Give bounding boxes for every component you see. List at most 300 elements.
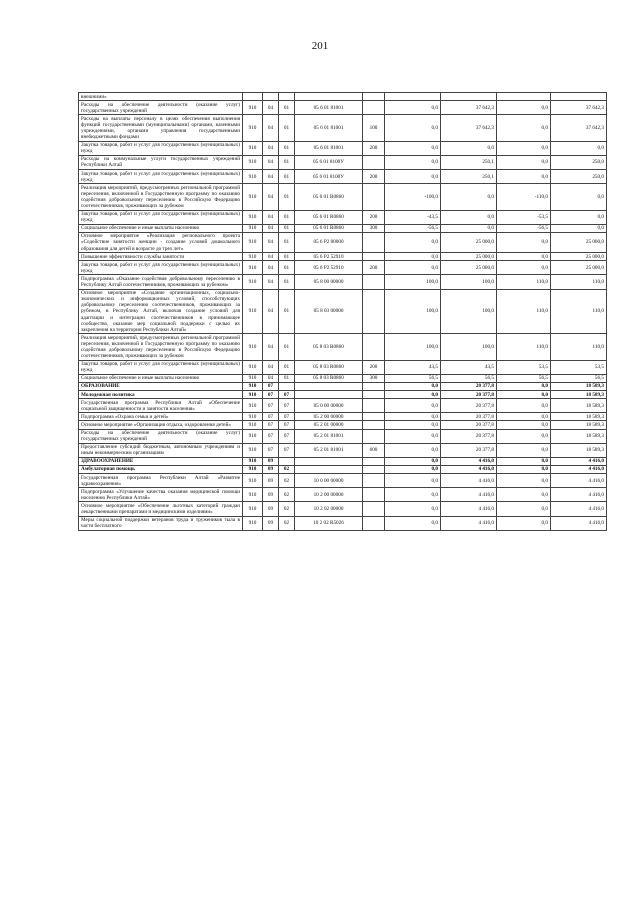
cell-target-article: 05 6 01 81001 bbox=[295, 141, 363, 155]
cell-amount-change-1: 0,0 bbox=[385, 232, 441, 252]
cell-amount-total-2: 25 000,0 bbox=[551, 261, 607, 275]
cell-amount-change-2: 0,0 bbox=[497, 421, 551, 429]
cell-expense-type bbox=[363, 516, 385, 530]
cell-subsection-code: 07 bbox=[279, 421, 295, 429]
cell-expense-type bbox=[363, 334, 385, 360]
table-row bbox=[79, 429, 607, 443]
cell-amount-total-1: 20 377,8 bbox=[441, 413, 497, 421]
table-row bbox=[79, 399, 607, 413]
cell-amount-change-2: 0,0 bbox=[497, 474, 551, 488]
table-row bbox=[79, 465, 607, 473]
cell-expense-type bbox=[363, 289, 385, 334]
cell-amount-change-2: 0,0 bbox=[497, 253, 551, 261]
cell-amount-change-1: 0,0 bbox=[385, 399, 441, 413]
cell-expense-type bbox=[363, 155, 385, 169]
cell-section-code: 04 bbox=[263, 374, 279, 382]
cell-amount-change-2: 110,0 bbox=[497, 275, 551, 289]
cell-amount-change-2: 0,0 bbox=[497, 170, 551, 184]
budget-table bbox=[78, 92, 607, 531]
cell-amount-total-2: 25 000,0 bbox=[551, 253, 607, 261]
cell-amount-total-1: 20 377,8 bbox=[441, 382, 497, 390]
cell-target-article: 10 2 00 00000 bbox=[295, 488, 363, 502]
table-row bbox=[79, 413, 607, 421]
cell-expense-type bbox=[363, 101, 385, 115]
table-row bbox=[79, 360, 607, 374]
table-row bbox=[79, 391, 607, 399]
cell-ministry-code: 910 bbox=[243, 502, 263, 516]
cell-ministry-code: 910 bbox=[243, 289, 263, 334]
cell-expense-type: 200 bbox=[363, 360, 385, 374]
cell-amount-total-2: 0,0 bbox=[551, 184, 607, 210]
cell-target-article: 05 6 01 R0860 bbox=[295, 184, 363, 210]
table-row bbox=[79, 155, 607, 169]
cell-amount-total-2: 110,0 bbox=[551, 289, 607, 334]
cell-section-code: 04 bbox=[263, 232, 279, 252]
cell-ministry-code: 910 bbox=[243, 224, 263, 232]
cell-name: Закупка товаров, работ и услуг для государственных (муниципальных) нужд bbox=[79, 360, 243, 374]
cell-amount-total-2: 4 416,0 bbox=[551, 457, 607, 465]
cell-expense-type bbox=[363, 399, 385, 413]
cell-amount-total-1: 25 000,0 bbox=[441, 232, 497, 252]
cell-amount-total-2: 18 589,3 bbox=[551, 382, 607, 390]
cell-subsection-code bbox=[279, 457, 295, 465]
cell-subsection-code: 01 bbox=[279, 261, 295, 275]
cell-amount-total-2: 4 416,0 bbox=[551, 474, 607, 488]
cell-target-article bbox=[295, 382, 363, 390]
table-row bbox=[79, 275, 607, 289]
cell-target-article: 05 8 00 00000 bbox=[295, 275, 363, 289]
cell-amount-change-2: 110,0 bbox=[497, 334, 551, 360]
cell-amount-total-1: 25 000,0 bbox=[441, 261, 497, 275]
cell-amount-total-1: 20 377,8 bbox=[441, 443, 497, 457]
cell-subsection-code: 02 bbox=[279, 488, 295, 502]
table-row bbox=[79, 382, 607, 390]
cell-section-code: 09 bbox=[263, 516, 279, 530]
cell-amount-change-1: 43,5 bbox=[385, 360, 441, 374]
cell-target-article: 05 6 01 8100У bbox=[295, 155, 363, 169]
cell-ministry-code: 910 bbox=[243, 275, 263, 289]
cell-ministry-code: 910 bbox=[243, 391, 263, 399]
cell-amount-total-2: 250,0 bbox=[551, 155, 607, 169]
cell-name: ЗДРАВООХРАНЕНИЕ bbox=[79, 457, 243, 465]
cell-name: Закупка товаров, работ и услуг для государственных (муниципальных) нужд bbox=[79, 261, 243, 275]
cell-ministry-code: 910 bbox=[243, 184, 263, 210]
cell-name: Предоставление субсидий бюджетным, автономным учреждениям и иным некоммерческим организациям bbox=[79, 443, 243, 457]
cell-amount-change-2: 0,0 bbox=[497, 101, 551, 115]
cell-section-code: 07 bbox=[263, 443, 279, 457]
cell-amount-total-1: 20 377,8 bbox=[441, 399, 497, 413]
cell-ministry-code bbox=[243, 93, 263, 101]
table-row bbox=[79, 474, 607, 488]
cell-amount-total-2: 110,0 bbox=[551, 334, 607, 360]
cell-subsection-code: 07 bbox=[279, 413, 295, 421]
cell-ministry-code: 910 bbox=[243, 443, 263, 457]
cell-expense-type bbox=[363, 253, 385, 261]
cell-amount-change-2: 0,0 bbox=[497, 429, 551, 443]
cell-ministry-code: 910 bbox=[243, 170, 263, 184]
cell-expense-type bbox=[363, 382, 385, 390]
cell-name: ОБРАЗОВАНИЕ bbox=[79, 382, 243, 390]
cell-amount-total-2: 0,0 bbox=[551, 224, 607, 232]
cell-amount-total-1: 0,0 bbox=[441, 210, 497, 224]
cell-subsection-code: 01 bbox=[279, 334, 295, 360]
cell-amount-change-2: 0,0 bbox=[497, 141, 551, 155]
cell-name: Расходы на обеспечение деятельности (оказание услуг) государственных учреждений bbox=[79, 429, 243, 443]
cell-amount-total-1: 20 377,8 bbox=[441, 391, 497, 399]
cell-ministry-code: 910 bbox=[243, 516, 263, 530]
cell-amount-total-2: 37 642,3 bbox=[551, 115, 607, 141]
table-row bbox=[79, 334, 607, 360]
cell-section-code: 04 bbox=[263, 170, 279, 184]
cell-amount-change-2: -53,5 bbox=[497, 210, 551, 224]
cell-target-article: 05 6 P2 52910 bbox=[295, 253, 363, 261]
cell-amount-total-1: 37 642,3 bbox=[441, 115, 497, 141]
cell-amount-total-2: 4 416,0 bbox=[551, 488, 607, 502]
cell-amount-total-2: 56,5 bbox=[551, 374, 607, 382]
table-row bbox=[79, 261, 607, 275]
cell-expense-type bbox=[363, 429, 385, 443]
cell-amount-total-1: 43,5 bbox=[441, 360, 497, 374]
cell-amount-total-1: 100,0 bbox=[441, 334, 497, 360]
cell-section-code: 07 bbox=[263, 413, 279, 421]
cell-name: Подпрограмма «Улучшение качества оказания медицинской помощи населению Республики Алтай» bbox=[79, 488, 243, 502]
cell-amount-total-1: 100,0 bbox=[441, 289, 497, 334]
cell-amount-change-2: 0,0 bbox=[497, 502, 551, 516]
cell-amount-change-2: 0,0 bbox=[497, 443, 551, 457]
cell-section-code: 07 bbox=[263, 429, 279, 443]
cell-ministry-code: 910 bbox=[243, 399, 263, 413]
cell-amount-change-1: 0,0 bbox=[385, 443, 441, 457]
cell-section-code: 04 bbox=[263, 360, 279, 374]
cell-amount-change-1: 0,0 bbox=[385, 261, 441, 275]
cell-subsection-code: 01 bbox=[279, 210, 295, 224]
cell-amount-change-2: 0,0 bbox=[497, 488, 551, 502]
cell-name: Повышение эффективности службы занятости bbox=[79, 253, 243, 261]
cell-amount-total-1: 4 416,0 bbox=[441, 516, 497, 530]
cell-subsection-code: 02 bbox=[279, 516, 295, 530]
cell-ministry-code: 910 bbox=[243, 115, 263, 141]
cell-amount-total-1: 25 000,0 bbox=[441, 253, 497, 261]
cell-section-code: 04 bbox=[263, 101, 279, 115]
cell-expense-type bbox=[363, 457, 385, 465]
cell-ministry-code: 910 bbox=[243, 457, 263, 465]
cell-expense-type bbox=[363, 93, 385, 101]
cell-expense-type: 200 bbox=[363, 261, 385, 275]
cell-amount-change-2: 0,0 bbox=[497, 457, 551, 465]
cell-expense-type bbox=[363, 465, 385, 473]
cell-target-article: 10 0 00 00000 bbox=[295, 474, 363, 488]
cell-ministry-code: 910 bbox=[243, 210, 263, 224]
cell-ministry-code: 910 bbox=[243, 253, 263, 261]
cell-subsection-code: 02 bbox=[279, 474, 295, 488]
cell-section-code: 04 bbox=[263, 210, 279, 224]
cell-amount-total-2: 0,0 bbox=[551, 210, 607, 224]
cell-subsection-code: 01 bbox=[279, 155, 295, 169]
cell-amount-total-2: 18 589,3 bbox=[551, 391, 607, 399]
cell-amount-total-1: 250,1 bbox=[441, 155, 497, 169]
cell-name: Основное мероприятие «Обеспечение льготных категорий граждан лекарственными препаратами и медицинскими изделиями» bbox=[79, 502, 243, 516]
cell-name: Государственная программа Республики Алтай «Обеспечение социальной защищенности и занятости населения» bbox=[79, 399, 243, 413]
cell-amount-total-2: 18 589,3 bbox=[551, 443, 607, 457]
cell-amount-total-1: 0,0 bbox=[441, 224, 497, 232]
cell-amount-total-2: 250,0 bbox=[551, 170, 607, 184]
cell-subsection-code: 01 bbox=[279, 275, 295, 289]
cell-ministry-code: 910 bbox=[243, 374, 263, 382]
cell-ministry-code: 910 bbox=[243, 421, 263, 429]
cell-amount-change-2: 0,0 bbox=[497, 516, 551, 530]
cell-target-article: 05 8 03 00000 bbox=[295, 289, 363, 334]
cell-ministry-code: 910 bbox=[243, 261, 263, 275]
table-row bbox=[79, 184, 607, 210]
cell-amount-change-1: 0,0 bbox=[385, 421, 441, 429]
cell-amount-change-1: 0,0 bbox=[385, 488, 441, 502]
cell-amount-change-2: 0,0 bbox=[497, 155, 551, 169]
cell-amount-change-1: 0,0 bbox=[385, 391, 441, 399]
cell-ministry-code: 910 bbox=[243, 334, 263, 360]
table-row bbox=[79, 101, 607, 115]
cell-name: Реализация мероприятий, предусмотренных региональной программой переселения, включенной в Государственную программу по оказанию содействия добровольному переселению в Российскую Федерацию соотечественников, проживающих за рубежом bbox=[79, 184, 243, 210]
cell-amount-total-1: 56,5 bbox=[441, 374, 497, 382]
cell-section-code: 04 bbox=[263, 289, 279, 334]
cell-name: Меры социальной поддержки ветеранов труда и тружеников тыла в части бесплатного bbox=[79, 516, 243, 530]
cell-amount-change-2: 0,0 bbox=[497, 391, 551, 399]
cell-amount-change-1: 100,0 bbox=[385, 334, 441, 360]
cell-amount-total-2 bbox=[551, 93, 607, 101]
cell-amount-change-2 bbox=[497, 93, 551, 101]
cell-subsection-code: 01 bbox=[279, 141, 295, 155]
cell-amount-change-1: 0,0 bbox=[385, 465, 441, 473]
cell-ministry-code: 910 bbox=[243, 101, 263, 115]
table-row bbox=[79, 232, 607, 252]
cell-target-article: 05 2 01 00000 bbox=[295, 421, 363, 429]
cell-section-code: 09 bbox=[263, 474, 279, 488]
cell-target-article: 05 6 01 8100У bbox=[295, 170, 363, 184]
cell-expense-type bbox=[363, 502, 385, 516]
cell-amount-total-2: 25 000,0 bbox=[551, 232, 607, 252]
cell-subsection-code: 01 bbox=[279, 115, 295, 141]
page-number: 201 bbox=[311, 40, 329, 52]
cell-target-article: 05 2 01 81001 bbox=[295, 443, 363, 457]
cell-name: Молодежная политика bbox=[79, 391, 243, 399]
cell-section-code: 07 bbox=[263, 421, 279, 429]
cell-amount-total-1: 4 416,0 bbox=[441, 474, 497, 488]
table-row bbox=[79, 443, 607, 457]
cell-amount-total-1: 4 416,0 bbox=[441, 457, 497, 465]
cell-name: Социальное обеспечение и иные выплаты населению bbox=[79, 374, 243, 382]
cell-expense-type: 300 bbox=[363, 224, 385, 232]
cell-subsection-code: 01 bbox=[279, 170, 295, 184]
cell-expense-type: 200 bbox=[363, 170, 385, 184]
table-row bbox=[79, 141, 607, 155]
cell-amount-total-1: 20 377,8 bbox=[441, 421, 497, 429]
table-row bbox=[79, 170, 607, 184]
cell-section-code: 04 bbox=[263, 275, 279, 289]
cell-amount-total-1: 4 416,0 bbox=[441, 465, 497, 473]
cell-amount-change-1: 100,0 bbox=[385, 289, 441, 334]
cell-subsection-code: 01 bbox=[279, 253, 295, 261]
cell-section-code: 04 bbox=[263, 334, 279, 360]
cell-expense-type: 200 bbox=[363, 210, 385, 224]
cell-amount-total-2: 4 416,0 bbox=[551, 502, 607, 516]
cell-name: Подпрограмма «Охрана семьи и детей» bbox=[79, 413, 243, 421]
cell-target-article bbox=[295, 457, 363, 465]
cell-ministry-code: 910 bbox=[243, 465, 263, 473]
cell-amount-change-1: 0,0 bbox=[385, 115, 441, 141]
cell-amount-total-1: 20 377,8 bbox=[441, 429, 497, 443]
cell-ministry-code: 910 bbox=[243, 488, 263, 502]
cell-amount-change-1: 0,0 bbox=[385, 253, 441, 261]
cell-name: Закупка товаров, работ и услуг для государственных (муниципальных) нужд bbox=[79, 210, 243, 224]
cell-target-article: 05 2 01 81001 bbox=[295, 429, 363, 443]
cell-section-code: 04 bbox=[263, 224, 279, 232]
cell-amount-total-2: 18 589,3 bbox=[551, 429, 607, 443]
cell-amount-total-1: 250,1 bbox=[441, 170, 497, 184]
table-row bbox=[79, 488, 607, 502]
cell-expense-type bbox=[363, 488, 385, 502]
table-row bbox=[79, 224, 607, 232]
cell-amount-change-1: 0,0 bbox=[385, 429, 441, 443]
cell-name: внешними» bbox=[79, 93, 243, 101]
cell-amount-change-2: 53,5 bbox=[497, 360, 551, 374]
cell-section-code: 07 bbox=[263, 399, 279, 413]
cell-section-code: 04 bbox=[263, 155, 279, 169]
cell-ministry-code: 910 bbox=[243, 155, 263, 169]
cell-amount-change-2: 0,0 bbox=[497, 382, 551, 390]
cell-amount-change-2: 0,0 bbox=[497, 399, 551, 413]
cell-ministry-code: 910 bbox=[243, 429, 263, 443]
cell-target-article: 05 2 00 00000 bbox=[295, 413, 363, 421]
cell-amount-change-1: 56,5 bbox=[385, 374, 441, 382]
cell-subsection-code: 07 bbox=[279, 429, 295, 443]
table-row bbox=[79, 115, 607, 141]
cell-amount-change-1 bbox=[385, 93, 441, 101]
cell-subsection-code: 01 bbox=[279, 184, 295, 210]
cell-amount-change-2: -56,5 bbox=[497, 224, 551, 232]
cell-name: Основное мероприятие «Организация отдыха, оздоровления детей» bbox=[79, 421, 243, 429]
cell-subsection-code: 02 bbox=[279, 465, 295, 473]
cell-subsection-code: 01 bbox=[279, 101, 295, 115]
cell-target-article: 10 2 02 00000 bbox=[295, 502, 363, 516]
cell-name: Закупка товаров, работ и услуг для государственных (муниципальных) нужд bbox=[79, 141, 243, 155]
cell-expense-type: 200 bbox=[363, 141, 385, 155]
cell-target-article bbox=[295, 93, 363, 101]
cell-name: Амбулаторная помощь bbox=[79, 465, 243, 473]
table-row bbox=[79, 93, 607, 101]
cell-amount-change-1: 0,0 bbox=[385, 516, 441, 530]
cell-subsection-code: 01 bbox=[279, 289, 295, 334]
cell-amount-change-2: 0,0 bbox=[497, 232, 551, 252]
cell-section-code: 04 bbox=[263, 253, 279, 261]
cell-amount-change-1: 0,0 bbox=[385, 382, 441, 390]
cell-section-code: 04 bbox=[263, 141, 279, 155]
cell-subsection-code bbox=[279, 382, 295, 390]
cell-ministry-code: 910 bbox=[243, 360, 263, 374]
cell-target-article: 05 6 P2 52910 bbox=[295, 261, 363, 275]
cell-target-article: 05 8 03 R0860 bbox=[295, 360, 363, 374]
cell-amount-change-2: -110,0 bbox=[497, 184, 551, 210]
table-row bbox=[79, 516, 607, 530]
cell-target-article: 05 6 01 81001 bbox=[295, 115, 363, 141]
cell-amount-change-1: 0,0 bbox=[385, 141, 441, 155]
cell-ministry-code: 910 bbox=[243, 474, 263, 488]
cell-amount-change-2: 110,0 bbox=[497, 289, 551, 334]
cell-amount-change-1: -43,5 bbox=[385, 210, 441, 224]
cell-ministry-code: 910 bbox=[243, 413, 263, 421]
table-row bbox=[79, 421, 607, 429]
cell-amount-change-2: 0,0 bbox=[497, 465, 551, 473]
cell-expense-type: 100 bbox=[363, 115, 385, 141]
cell-target-article: 05 8 03 R0860 bbox=[295, 334, 363, 360]
cell-section-code bbox=[263, 93, 279, 101]
cell-name: Основное мероприятие «Создание организационных, социально-экономических и информационных условий, способствующих добровольному переселению соотечественников, проживающих за рубежом, в Республику Алтай, включая создание условий для адаптации и интеграции соотечественников в принимающее сообщество, оказание мер социальной поддержки с целью их закрепления на территории Республики Алтай» bbox=[79, 289, 243, 334]
cell-target-article: 05 8 03 R0860 bbox=[295, 374, 363, 382]
table-row bbox=[79, 210, 607, 224]
cell-expense-type bbox=[363, 413, 385, 421]
cell-amount-total-2: 18 589,3 bbox=[551, 399, 607, 413]
cell-amount-total-2: 18 589,3 bbox=[551, 413, 607, 421]
cell-target-article bbox=[295, 391, 363, 399]
cell-expense-type bbox=[363, 184, 385, 210]
cell-amount-total-2: 4 416,0 bbox=[551, 516, 607, 530]
cell-amount-total-2: 110,0 bbox=[551, 275, 607, 289]
cell-section-code: 04 bbox=[263, 115, 279, 141]
cell-name: Основное мероприятие «Реализация регионального проекта «Содействие занятости женщин - создание условий дошкольного образования для детей в возрасте до трех лет» bbox=[79, 232, 243, 252]
cell-section-code: 04 bbox=[263, 261, 279, 275]
cell-amount-change-1: 0,0 bbox=[385, 457, 441, 465]
cell-amount-change-1: 0,0 bbox=[385, 101, 441, 115]
cell-name: Расходы на обеспечение деятельности (оказание услуг) государственных учреждений bbox=[79, 101, 243, 115]
cell-target-article bbox=[295, 465, 363, 473]
table-row bbox=[79, 502, 607, 516]
cell-subsection-code bbox=[279, 93, 295, 101]
cell-section-code: 09 bbox=[263, 457, 279, 465]
cell-name: Социальное обеспечение и иные выплаты населению bbox=[79, 224, 243, 232]
cell-amount-change-2: 0,0 bbox=[497, 115, 551, 141]
cell-section-code: 07 bbox=[263, 391, 279, 399]
cell-expense-type bbox=[363, 391, 385, 399]
cell-section-code: 09 bbox=[263, 488, 279, 502]
cell-section-code: 07 bbox=[263, 382, 279, 390]
cell-amount-total-2: 53,5 bbox=[551, 360, 607, 374]
cell-name: Подпрограмма «Оказание содействия добровольному переселению в Республику Алтай соотечественников, проживающих за рубежом» bbox=[79, 275, 243, 289]
cell-subsection-code: 07 bbox=[279, 399, 295, 413]
cell-subsection-code: 02 bbox=[279, 502, 295, 516]
cell-amount-change-2: 56,5 bbox=[497, 374, 551, 382]
cell-amount-change-1: 0,0 bbox=[385, 502, 441, 516]
cell-section-code: 09 bbox=[263, 465, 279, 473]
cell-amount-change-1: 0,0 bbox=[385, 474, 441, 488]
cell-amount-change-1: -100,0 bbox=[385, 184, 441, 210]
cell-target-article: 05 6 01 81001 bbox=[295, 101, 363, 115]
cell-amount-total-2: 37 642,3 bbox=[551, 101, 607, 115]
cell-section-code: 09 bbox=[263, 502, 279, 516]
cell-ministry-code: 910 bbox=[243, 141, 263, 155]
cell-expense-type bbox=[363, 474, 385, 488]
cell-target-article: 05 6 P2 00000 bbox=[295, 232, 363, 252]
cell-amount-total-1 bbox=[441, 93, 497, 101]
cell-amount-total-1: 4 416,0 bbox=[441, 502, 497, 516]
cell-name: Расходы на коммунальные услуги государственных учреждений Республики Алтай bbox=[79, 155, 243, 169]
cell-subsection-code: 01 bbox=[279, 360, 295, 374]
cell-amount-change-2: 0,0 bbox=[497, 413, 551, 421]
cell-target-article: 10 2 02 R5026 bbox=[295, 516, 363, 530]
cell-target-article: 05 0 00 00000 bbox=[295, 399, 363, 413]
table-row bbox=[79, 289, 607, 334]
cell-amount-change-1: 100,0 bbox=[385, 275, 441, 289]
cell-expense-type bbox=[363, 232, 385, 252]
cell-ministry-code: 910 bbox=[243, 232, 263, 252]
cell-subsection-code: 01 bbox=[279, 224, 295, 232]
